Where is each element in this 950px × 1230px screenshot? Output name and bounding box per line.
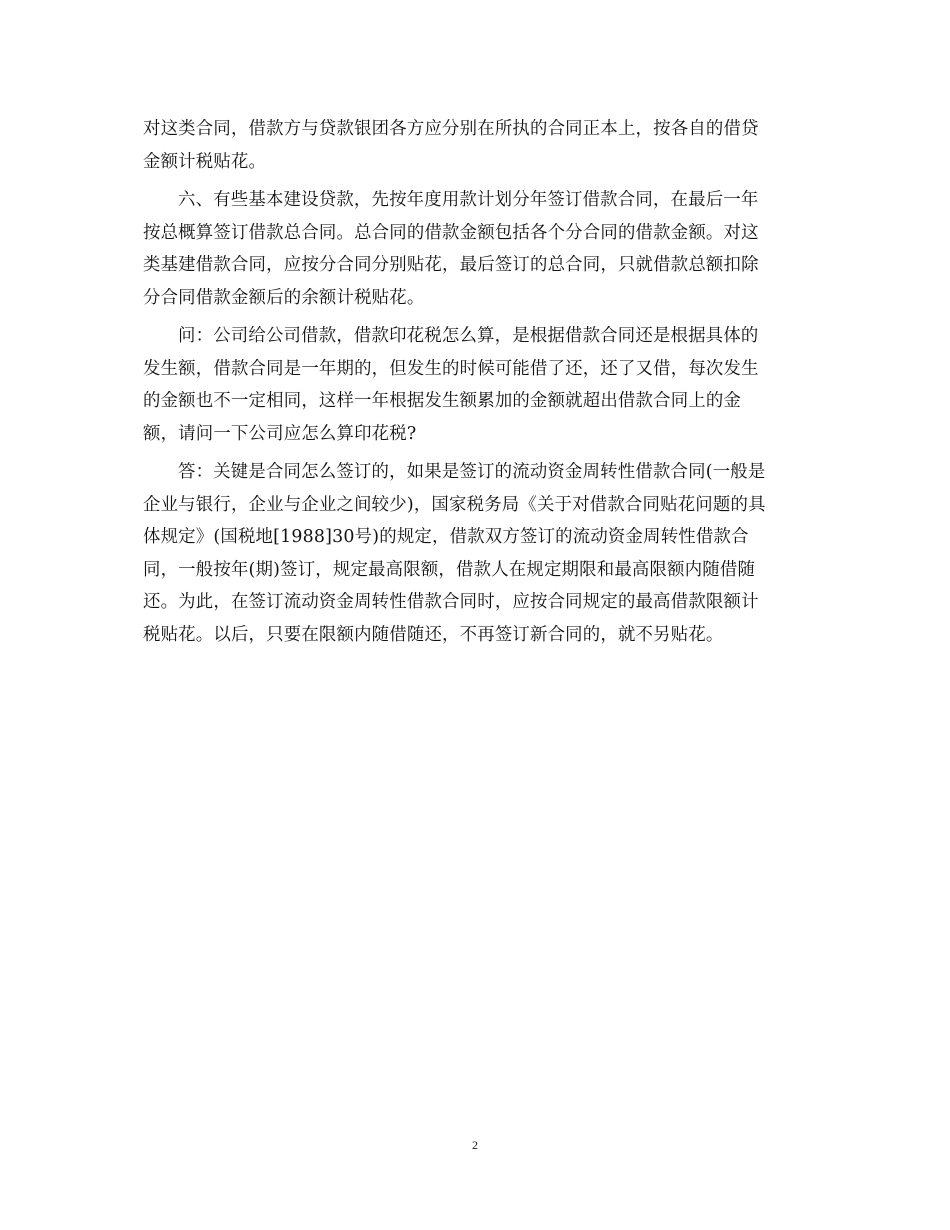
paragraph-line: 还。为此，在签订流动资金周转性借款合同时，应按合同规定的最高借款限额计 [143,592,759,612]
paragraph-3 [143,320,808,450]
paragraph-line: 类基建借款合同，应按分合同分别贴花，最后签订的总合同，只就借款总额扣除 [143,255,759,275]
paragraph-line: 企业与银行，企业与企业之间较少)，国家税务局《关于对借款合同贴花问题的具 [143,494,766,515]
paragraph-line: 按总概算签订借款总合同。总合同的借款金额包括各个分合同的借款金额。对这 [143,222,759,243]
paragraph-1 [143,113,808,178]
paragraph-line: 体规定》(国税地[1988]30号)的规定，借款双方签订的流动资金周转性借款合 [143,527,749,547]
paragraph-line: 税贴花。以后，只要在限额内随借随还，不再签订新合同的，就不另贴花。 [143,624,724,645]
paragraph-line: 的金额也不一定相同，这样一年根据发生额累加的金额就超出借款合同上的金 [143,391,742,411]
paragraph-line: 发生额，借款合同是一年期的，但发生的时候可能借了还，还了又借，每次发生 [143,358,759,379]
document-body [143,113,808,651]
paragraph-line: 金额计税贴花。 [143,151,267,172]
paragraph-4 [143,456,808,651]
paragraph-line: 六、有些基本建设贷款，先按年度用款计划分年签订借款合同，在最后一年 [178,190,759,210]
paragraph-line: 分合同借款金额后的余额计税贴花。 [143,287,425,308]
paragraph-line: 额，请问一下公司应怎么算印花税? [143,423,417,444]
page-number: 2 [472,1138,478,1152]
paragraph-line: 问：公司给公司借款，借款印花税怎么算，是根据借款合同还是根据具体的 [178,326,759,346]
paragraph-line: 对这类合同，借款方与贷款银团各方应分别在所执的合同正本上，按各自的借贷 [143,119,759,139]
paragraph-line: 答：关键是合同怎么签订的，如果是签订的流动资金周转性借款合同(一般是 [178,462,766,482]
paragraph-line: 同，一般按年(期)签订，规定最高限额，借款人在规定期限和最高限额内随借随 [143,559,756,580]
paragraph-2 [143,184,808,314]
